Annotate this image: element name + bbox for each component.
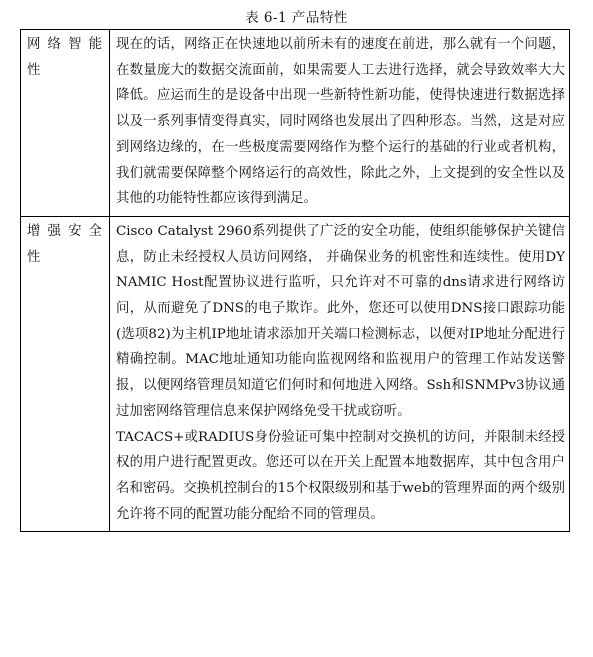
feature-description-cell <box>110 216 570 531</box>
table-row <box>21 216 570 531</box>
feature-paragraph: 现在的话，网络正在快速地以前所未有的速度在前进，那么就有一个问题，在数量庞大的数据交流面前，如果需要人工去进行选择，就会导致效率大大降低。应运而生的是设备中出现一些新特性新功能，使得快速进行数据选择以及一系列事情变得真实，同时网络也发展出了四种形态。当然，这是对应到网络边缘的，在一些极度需要网络作为整个运行的基础的行业或者机构，我们就需要保障整个网络运行的高效性，除此之外，上文提到的安全性以及其他的功能特性都应该得到满足。 <box>116 37 565 207</box>
feature-label-cell: 网络智能性 <box>21 30 110 217</box>
feature-description-cell <box>110 30 570 217</box>
feature-paragraph: Cisco Catalyst 2960系列提供了广泛的安全功能，使组织能够保护关键信息，防止未经授权人员访问网络， 并确保业务的机密性和连续性。使用DYNAMIC Host配置协议进行监听，只允许对不可靠的dns请求进行网络访问，从而避免了DNS的电子欺诈。此外，您还可以使用DNS接口跟踪功能(选项82)为主机IP地址请求添加开关端口检测标志，以便对IP地址分配进行精确控制。MAC地址通知功能向监视网络和监视用户的管理工作站发送警报，以便网络管理员知道它们何时和何地进入网络。Ssh和SNMPv3协议通过加密网络管理信息来保护网络免受干扰或窃听。 <box>116 223 565 419</box>
table-row <box>21 30 570 217</box>
product-features-table <box>20 29 570 532</box>
feature-label-cell: 增强安全性 <box>21 216 110 531</box>
feature-paragraph: TACACS+或RADIUS身份验证可集中控制对交换机的访问，并限制未经授权的用户进行配置更改。您还可以在开关上配置本地数据库，其中包含用户名和密码。交换机控制台的15个权限级别和基于web的管理界面的两个级别允许将不同的配置功能分配给不同的管理员。 <box>116 429 565 522</box>
table-caption: 表 6-1 产品特性 <box>245 10 348 26</box>
